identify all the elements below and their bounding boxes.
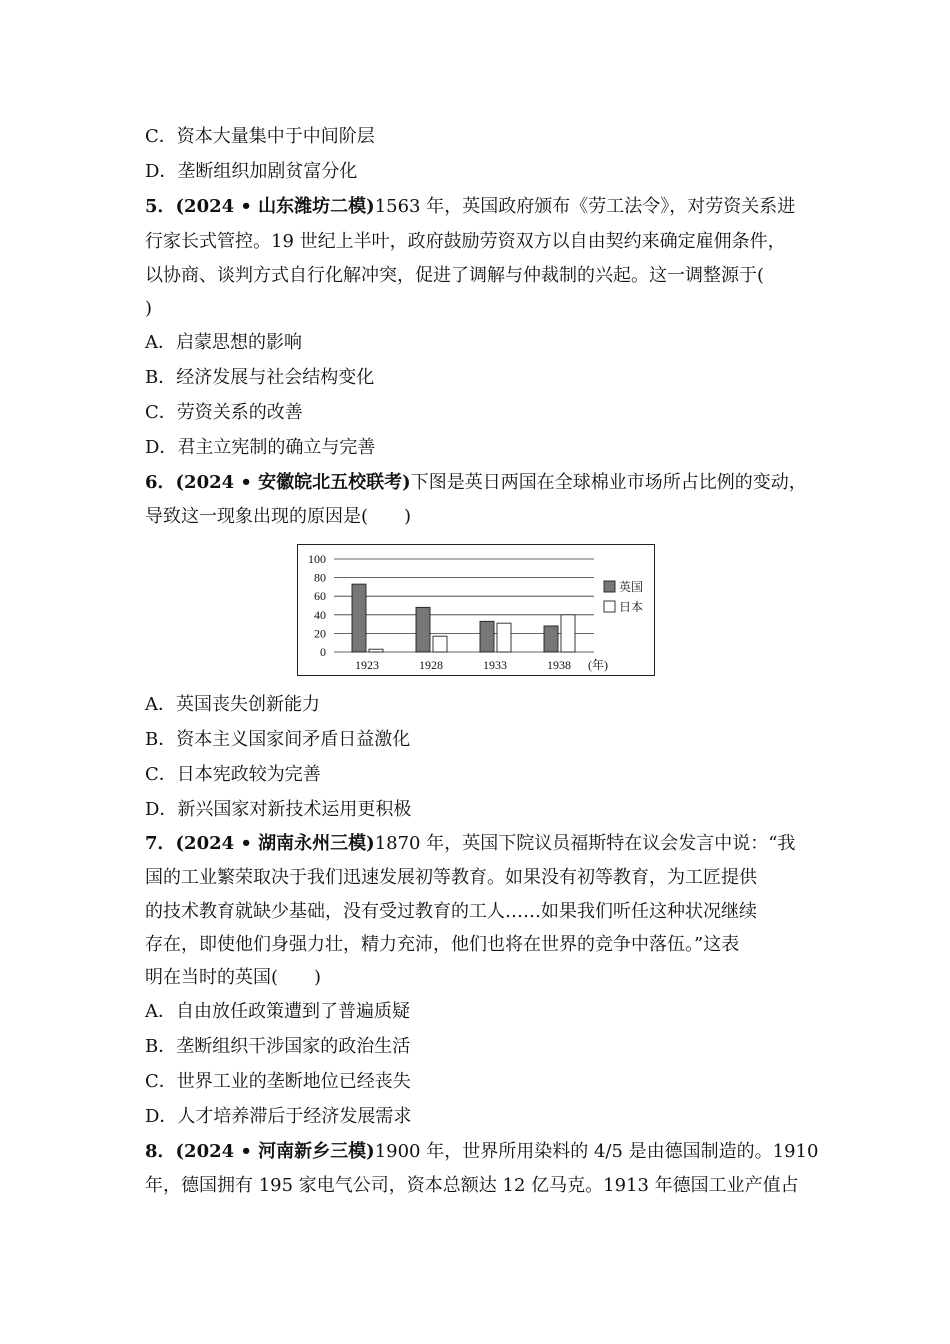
q8-number: 8．: [145, 1141, 176, 1162]
q7-stem-line-5: 明在当时的英国( ): [145, 967, 322, 988]
q8-stem-line-1: [145, 1141, 825, 1163]
q7-stem-line-1: [145, 833, 825, 855]
q8-stem-line-2: 年，德国拥有 195 家电气公司，资本总额达 12 亿马克。1913 年德国工业产值占: [145, 1175, 799, 1196]
x-tick-label: 1933: [483, 658, 507, 672]
y-tick-label: 60: [314, 589, 326, 604]
q4-option-c: C．资本大量集中于中间阶层: [145, 126, 375, 147]
q5-stem-line-3: 以协商、谈判方式自行化解冲突，促进了调解与仲裁制的兴起。这一调整源于(: [145, 265, 765, 286]
bar-uk-1923: [352, 584, 366, 652]
bar-chart-svg: [298, 545, 654, 675]
y-tick-label: 40: [314, 607, 326, 622]
q4-option-d: D．垄断组织加剧贫富分化: [145, 161, 358, 182]
q5-text-1: 1563 年，英国政府颁布《劳工法令》，对劳资关系进: [374, 196, 796, 217]
q5-option-d: D．君主立宪制的确立与完善: [145, 437, 376, 458]
q7-stem-line-3: 的技术教育就缺少基础，没有受过教育的工人……如果我们听任这种状况继续: [145, 901, 757, 922]
bar-uk-1933: [480, 621, 494, 652]
x-tick-label: 1928: [419, 658, 443, 672]
q6-stem-line-1: [145, 472, 825, 494]
bar-japan-1923: [369, 649, 383, 652]
q7-text-1: 1870 年，英国下院议员福斯特在议会发言中说：“我: [374, 833, 796, 854]
q6-stem-line-2: 导致这一现象出现的原因是( ): [145, 506, 412, 527]
q7-option-a: A．自由放任政策遭到了普遍质疑: [145, 1001, 410, 1022]
q7-stem-line-4: 存在，即使他们身强力壮，精力充沛，他们也将在世界的竞争中落伍。”这表: [145, 934, 740, 955]
q7-stem-line-2: 国的工业繁荣取决于我们迅速发展初等教育。如果没有初等教育，为工匠提供: [145, 867, 757, 888]
bar-japan-1928: [433, 636, 447, 652]
y-tick-label: 0: [320, 645, 326, 659]
q7-source: (2024 • 湖南永州三模): [175, 833, 375, 854]
legend-label-japan: 日本: [619, 600, 644, 614]
q6-option-d: D．新兴国家对新技术运用更积极: [145, 799, 412, 820]
q5-option-b: B．经济发展与社会结构变化: [145, 367, 375, 388]
y-tick-label: 80: [314, 570, 326, 585]
x-tick-label: 1923: [355, 658, 379, 672]
q5-option-c: C．劳资关系的改善: [145, 402, 303, 423]
q5-stem-line-2: 行家长式管控。19 世纪上半叶，政府鼓励劳资双方以自由契约来确定雇佣条件，: [145, 231, 786, 252]
q7-number: 7．: [145, 833, 176, 854]
q6-option-b: B．资本主义国家间矛盾日益激化: [145, 729, 411, 750]
bar-uk-1928: [416, 607, 430, 652]
bar-japan-1938: [561, 615, 575, 652]
q5-stem-line-1: [145, 196, 825, 218]
q7-option-d: D．人才培养滞后于经济发展需求: [145, 1106, 412, 1127]
q7-option-b: B．垄断组织干涉国家的政治生活: [145, 1036, 411, 1057]
q5-source: (2024 • 山东潍坊二模): [175, 196, 375, 217]
q5-number: 5．: [145, 196, 176, 217]
x-tick-label: 1938: [547, 658, 571, 672]
q6-source: (2024 • 安徽皖北五校联考): [175, 472, 411, 493]
q7-option-c: C．世界工业的垄断地位已经丧失: [145, 1071, 411, 1092]
q6-text-1: 下图是英日两国在全球棉业市场所占比例的变动，: [410, 472, 807, 493]
legend-label-uk: 英国: [619, 580, 644, 594]
q5-option-a: A．启蒙思想的影响: [145, 332, 302, 353]
y-tick-label: 20: [314, 626, 326, 641]
cotton-market-chart: [297, 544, 655, 676]
legend-swatch-uk: [604, 581, 615, 592]
q8-source: (2024 • 河南新乡三模): [175, 1141, 375, 1162]
q6-option-a: A．英国丧失创新能力: [145, 694, 320, 715]
bar-uk-1938: [544, 626, 558, 652]
bar-japan-1933: [497, 623, 511, 652]
q5-stem-line-4: ): [145, 298, 153, 319]
q6-option-c: C．日本宪政较为完善: [145, 764, 321, 785]
legend-swatch-japan: [604, 601, 615, 612]
q6-number: 6．: [145, 472, 176, 493]
y-tick-label: 100: [308, 552, 326, 566]
q8-text-1: 1900 年，世界所用染料的 4/5 是由德国制造的。1910: [374, 1141, 819, 1162]
x-unit-label: (年): [588, 658, 608, 672]
